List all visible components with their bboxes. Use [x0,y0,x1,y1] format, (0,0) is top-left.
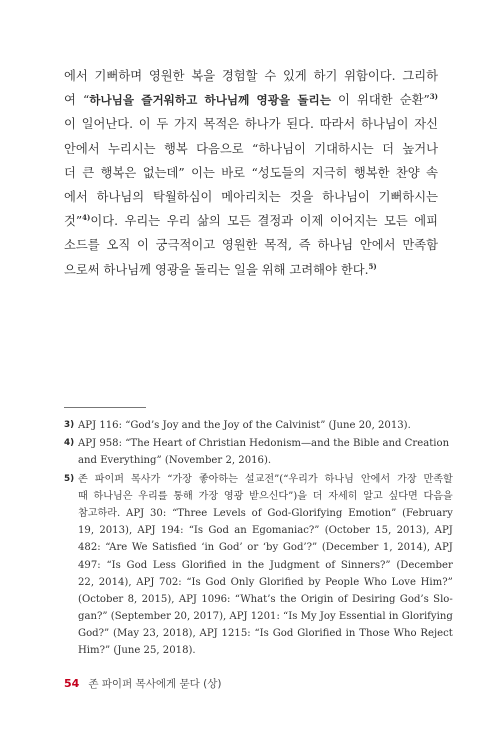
footnote-line: Him?” (June 25, 2018). [78,645,196,657]
footnote-line: APJ 958: “The Heart of Christian Hedonism—and the Bible and Creation [78,438,450,450]
footnote-line: 참고하라. APJ 30: “Three Levels of God-Glorifying Emotion” (February [78,507,453,519]
footnotes [64,417,453,661]
footnote-line: gan?” (September 20, 2017), APJ 1201: “Is My Joy Essential in Glorifying [78,611,453,623]
footnote-line: (October 8, 2015), APJ 1096: “What’s the Origin of Desiring God’s Slo- [78,593,453,605]
body-line: 소드를 오직 이 궁극적이고 영원한 목적, 즉 하나님 안에서 만족함 [64,238,438,253]
page-number: 54 [64,677,80,690]
page-footer [64,676,221,691]
footnote-number: 5) [64,473,75,484]
footnote-line: 존 파이퍼 목사가 “가장 좋아하는 설교전”(“우리가 하나님 안에서 가장 만족할 [78,473,453,485]
footnote-line: 482: “Are We Satisfied ‘in God’ or ‘by God’?” (December 1, 2014), APJ [78,542,453,554]
footnote-ref-4[interactable]: 4) [82,213,91,223]
footnote-line: APJ 116: “God’s Joy and the Joy of the Calvinist” (June 20, 2013). [78,420,411,431]
footnote-number: 4) [64,438,75,449]
footnote-3 [64,417,438,434]
book-title: 존 파이퍼 목사에게 묻다 (상) [88,678,222,690]
body-line: 에서 기뻐하며 영원한 복을 경험할 수 있게 하기 위함이다. 그리하 [64,69,438,83]
body-line: 으로써 하나님께 영광을 돌리는 일을 위해 고려해야 한다.$^{5)}$ [64,261,377,277]
footnote-divider [64,407,146,408]
footnote-ref-3[interactable]: 3) [429,92,438,102]
main-paragraph [64,64,438,282]
footnote-5 [64,471,453,660]
emphasized-phrase: 하나님을 즐거워하고 하나님께 영광을 돌리는 [89,93,331,108]
footnote-line: 19, 2013), APJ 194: “Is God an Egomaniac?” (October 15, 2013), APJ [78,525,453,537]
body-line: 것”$^{4)}$이다. 우리는 우리 삶의 모든 결정과 이제 이어지는 모든 에피 [64,213,438,229]
footnote-line: God?” (May 23, 2018), APJ 1215: “Is God Glorified in Those Who Reject [78,628,453,640]
body-line: 이 일어난다. 이 두 가지 목적은 하나가 된다. 따라서 하나님이 자신 [64,117,438,132]
body-line: 더 큰 행복은 없는데” 이는 바로 “성도들의 지극히 행복한 찬양 속 [64,165,438,180]
footnote-ref-5[interactable]: 5) [368,261,377,271]
body-line: 여 “하나님을 즐거워하고 하나님께 영광을 돌리는 이 위대한 순환”$^{3)}$ [64,92,438,108]
body-line: 안에서 누리시는 행복 다음으로 “하나님이 기대하시는 더 높거나 [64,141,438,156]
footnote-number: 3) [64,420,75,430]
footnote-line: and Everything” (November 2, 2016). [78,455,272,467]
footnote-line: 22, 2014), APJ 702: “Is God Only Glorified by People Who Love Him?” [78,576,453,588]
footnote-line: 497: “Is God Less Glorified in the Judgment of Sinners?” (December [78,559,453,571]
footnote-line: 때 하나님은 우리를 통해 가장 영광 받으신다”)을 더 자세히 알고 싶다면 다음을 [78,490,453,502]
body-line: 에서 하나님의 탁월하심이 메아리치는 것을 하나님이 기뻐하시는 [64,189,438,204]
footnote-4 [64,435,450,469]
